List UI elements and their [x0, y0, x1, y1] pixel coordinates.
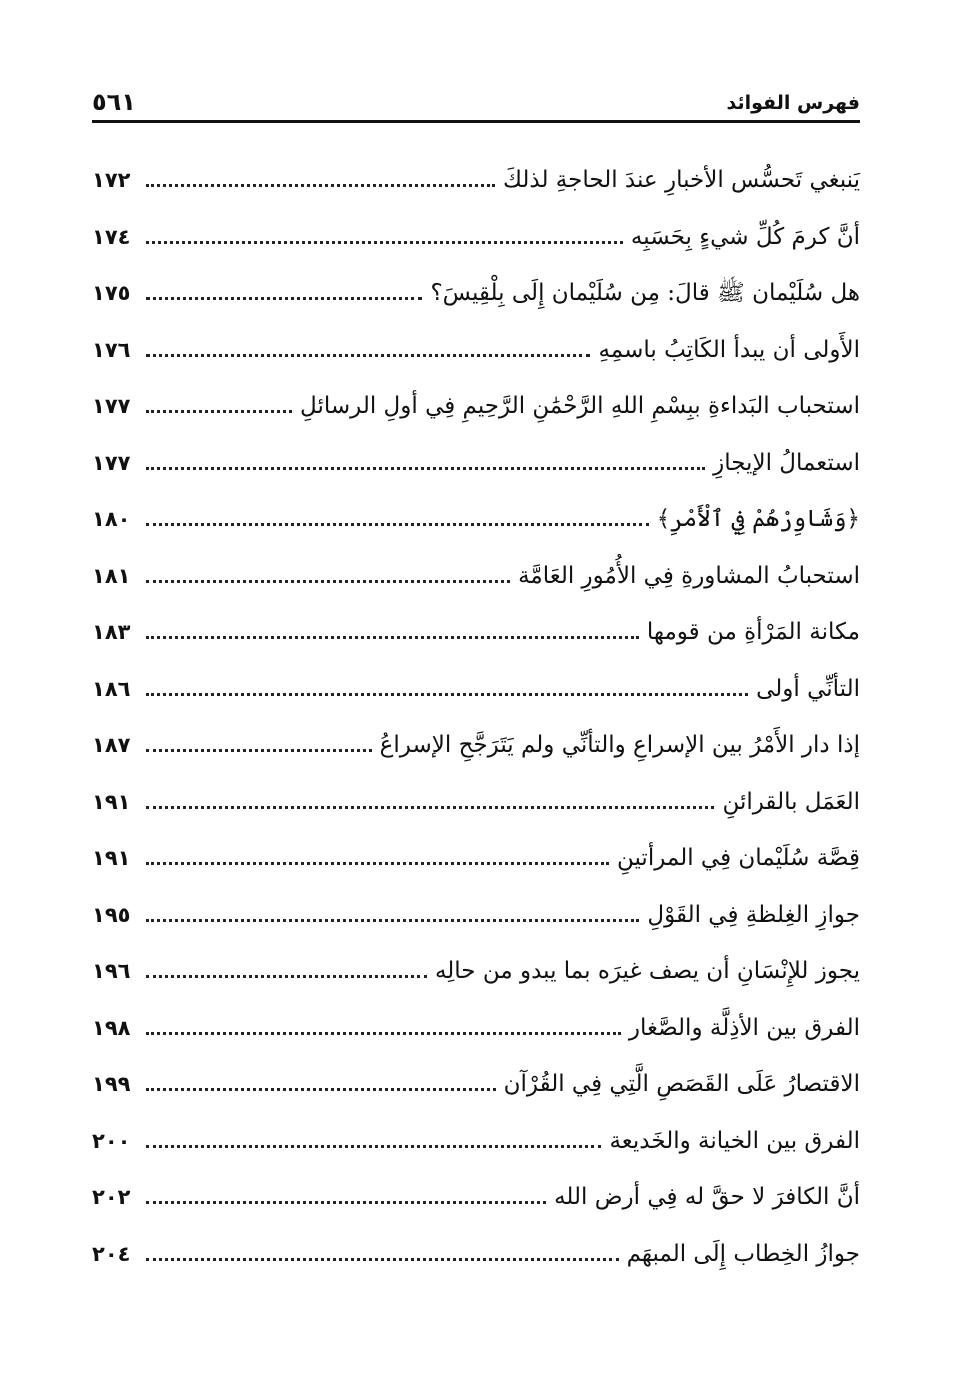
index-entry — [92, 217, 860, 274]
entry-page: ١٩١ — [92, 846, 131, 870]
entry-page: ١٧٦ — [92, 337, 131, 362]
entry-text: أنَّ الكافرَ لا حقَّ له فِي أرض الله — [554, 1184, 860, 1210]
running-header — [92, 88, 860, 123]
entry-text: الفرق بين الخيانة والخَديعة — [609, 1127, 860, 1154]
entry-text: جوازُ الخِطاب إِلَى المبهَم — [626, 1240, 860, 1267]
dot-leader — [146, 1200, 546, 1204]
index-entry — [92, 951, 860, 1008]
dot-leader — [146, 805, 714, 809]
dot-leader — [146, 466, 705, 470]
entry-page: ١٩٦ — [92, 959, 131, 983]
index-entry — [92, 1064, 860, 1121]
entry-text: قِصَّة سُلَيْمان فِي المرأتينِ — [616, 845, 860, 871]
dot-leader — [146, 1144, 601, 1148]
dot-leader — [146, 579, 510, 583]
dot-leader — [146, 635, 639, 639]
entry-page: ١٨١ — [92, 563, 131, 588]
entry-page: ١٧٤ — [92, 224, 131, 249]
entry-text: الأَولى أن يبدأ الكَاتِبُ باسمِهِ — [598, 336, 860, 363]
entry-page: ١٨٠ — [92, 507, 131, 531]
index-entry — [92, 725, 860, 782]
index-entry — [92, 782, 860, 839]
entry-page: ١٨٣ — [92, 620, 131, 644]
entry-text: استحباب البَداءةِ ببِسْمِ اللهِ الرَّحْمَٰنِ الرَّحِيمِ فِي أولِ الرسائلِ — [300, 393, 860, 419]
entry-page: ١٩١ — [92, 789, 131, 814]
index-entry — [92, 1177, 860, 1234]
dot-leader — [146, 1031, 621, 1035]
dot-leader — [146, 692, 748, 696]
entry-text: الفرق بين الأذِلَّة والصَّغار — [628, 1014, 860, 1041]
index-list — [92, 160, 860, 1290]
entry-text: الاقتصارُ عَلَى القَصَصِ الَّتِي فِي القُرْآن — [503, 1071, 860, 1097]
index-entry — [92, 160, 860, 217]
dot-leader — [146, 974, 427, 978]
entry-page: ١٧٧ — [92, 450, 131, 475]
page-number: ٥٦١ — [92, 88, 136, 116]
dot-leader — [146, 296, 422, 300]
index-entry — [92, 330, 860, 387]
index-entry — [92, 1121, 860, 1178]
dot-leader — [146, 183, 495, 187]
dot-leader — [146, 522, 649, 526]
entry-text: مكانة المَرْأةِ من قومها — [646, 619, 860, 645]
entry-page: ١٩٨ — [92, 1015, 131, 1040]
entry-page: ١٩٥ — [92, 902, 131, 927]
entry-page: ١٧٧ — [92, 394, 131, 418]
index-entry — [92, 443, 860, 500]
entry-text: إذا دار الأَمْرُ بين الإسراعِ والتأنِّي ولم يَتَرَجَّحِ الإسراعُ — [379, 732, 860, 758]
entry-text: أنَّ كرمَ كُلِّ شيءٍ بِحَسَبِه — [630, 223, 860, 250]
entry-text: استعمالُ الإيجازِ — [713, 449, 860, 476]
dot-leader — [146, 240, 623, 244]
dot-leader — [146, 353, 590, 357]
header-title: فهرس الفوائد — [726, 92, 860, 114]
dot-leader — [146, 409, 292, 413]
dot-leader — [146, 748, 372, 752]
dot-leader — [146, 1087, 496, 1091]
index-entry — [92, 386, 860, 443]
entry-page: ١٩٩ — [92, 1072, 131, 1096]
entry-text: ﴿وَشَاوِرْهُمْ فِي ٱلْأَمْرِ﴾ — [656, 506, 860, 532]
index-entry — [92, 499, 860, 556]
entry-page: ٢٠٠ — [92, 1128, 131, 1153]
entry-page: ١٧٥ — [92, 281, 131, 305]
entry-text: العَمَل بالقرائنِ — [722, 788, 860, 815]
index-entry — [92, 1234, 860, 1291]
entry-page: ١٧٢ — [92, 168, 131, 192]
dot-leader — [146, 861, 609, 865]
entry-text: استحبابُ المشاورةِ فِي الأُمُورِ العَامَّة — [518, 562, 860, 589]
entry-page: ١٨٧ — [92, 733, 131, 757]
entry-text: يَنبغي تَحسُّس الأخبارِ عندَ الحاجةِ لذلكَ — [503, 167, 860, 193]
dot-leader — [146, 1257, 619, 1261]
entry-text: هل سُلَيْمان ﷺ قالَ: مِن سُلَيْمان إِلَى بِلْقِيسَ؟ — [430, 280, 860, 306]
index-entry — [92, 612, 860, 669]
entry-text: يجوز للإِنْسَانِ أن يصف غيرَه بما يبدو من حالِه — [434, 958, 860, 984]
entry-page: ١٨٦ — [92, 676, 131, 701]
entry-text: جوازِ الغِلظةِ فِي القَوْلِ — [647, 901, 860, 928]
entry-text: التأنِّي أولى — [756, 675, 860, 702]
index-entry — [92, 838, 860, 895]
index-entry — [92, 556, 860, 613]
dot-leader — [146, 918, 639, 922]
index-entry — [92, 1008, 860, 1065]
index-entry — [92, 895, 860, 952]
index-entry — [92, 669, 860, 726]
index-entry — [92, 273, 860, 330]
entry-page: ٢٠٢ — [92, 1185, 131, 1209]
entry-page: ٢٠٤ — [92, 1241, 131, 1266]
